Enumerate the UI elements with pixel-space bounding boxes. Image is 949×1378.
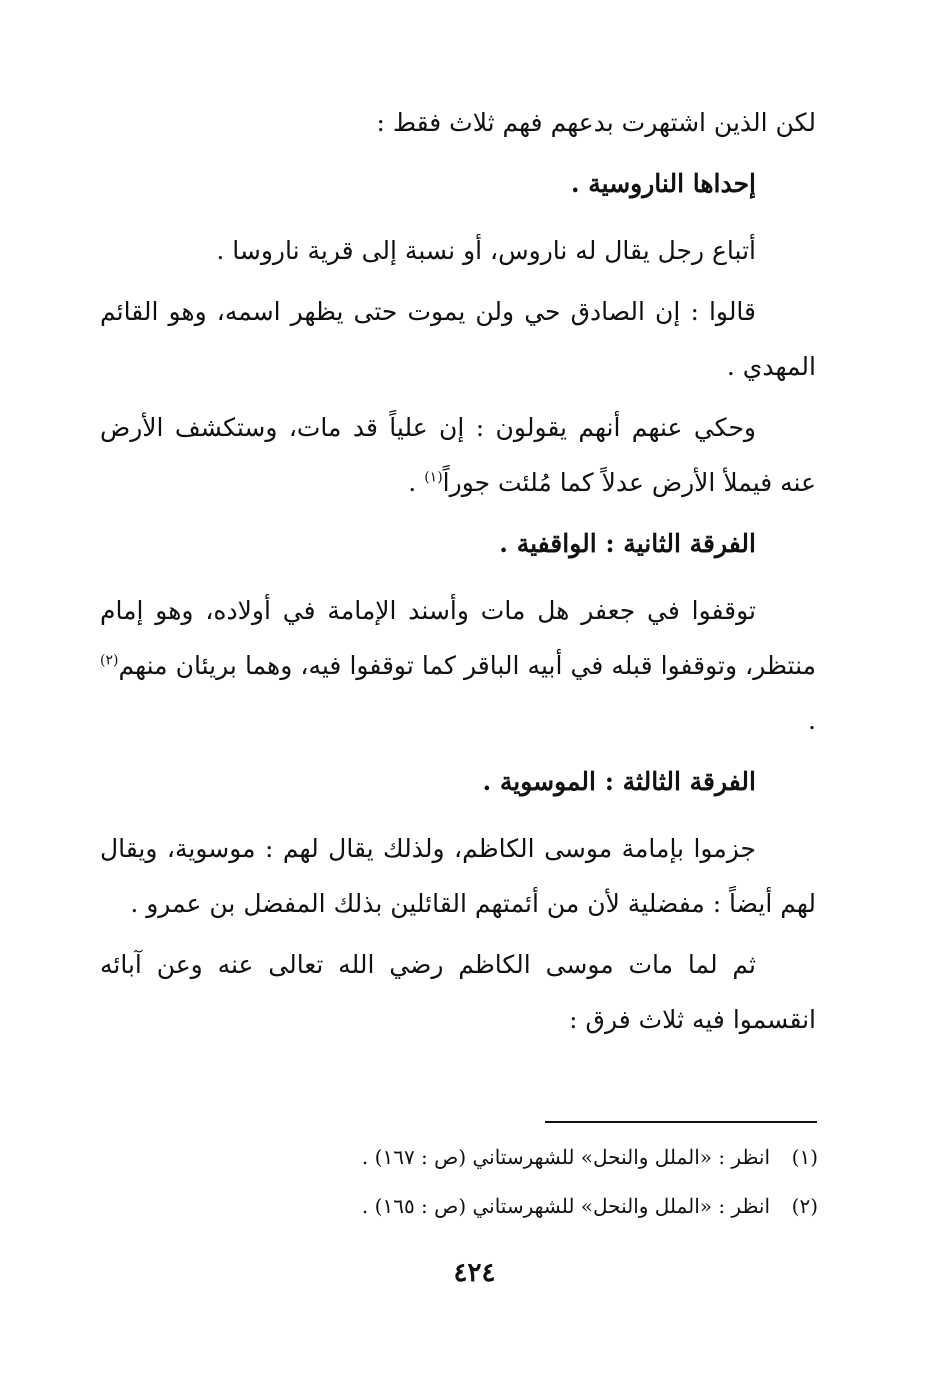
footnote-number: (١) <box>791 1145 818 1169</box>
heading-second-sect: الفرقة الثانية : الواقفية . <box>499 529 756 558</box>
paragraph-end-mark: . <box>408 468 425 497</box>
footnote-text: انظر : «الملل والنحل» للشهرستاني (ص : ١٦٥) . <box>361 1194 770 1218</box>
paragraph-end-mark: . <box>808 706 816 735</box>
paragraph-intro: لكن الذين اشتهرت بدعهم فهم ثلاث فقط : <box>376 108 816 137</box>
paragraph-waqifiya-text: توقفوا في جعفر هل مات وأسند الإمامة في أولاده، وهو إمام منتظر، وتوقفوا قبله في أبيه الباقر كما توقفوا فيه، وهما بريئان منهم <box>100 596 816 680</box>
footnote-ref-1: (١) <box>424 469 443 486</box>
main-text <box>100 95 816 1053</box>
paragraph-narusiya-origin: أتباع رجل يقال له ناروس، أو نسبة إلى قرية ناروسا . <box>216 236 756 265</box>
paragraph-narusiya-claim: قالوا : إن الصادق حي ولن يموت حتى يظهر اسمه، وهو القائم المهدي . <box>100 297 816 381</box>
footnote-number: (٢) <box>791 1194 818 1218</box>
footnotes <box>100 1143 818 1241</box>
footnote-ref-2: (٢) <box>100 652 119 669</box>
paragraph-narusiya-report <box>100 400 816 510</box>
footnote-item <box>100 1192 818 1220</box>
paragraph-narusiya-report-text: وحكي عنهم أنهم يقولون : إن علياً قد مات، وستكشف الأرض عنه فيملأ الأرض عدلاً كما مُلئت جوراً <box>100 413 816 497</box>
paragraph-split: ثم لما مات موسى الكاظم رضي الله تعالى عنه وعن آبائه انقسموا فيه ثلاث فرق : <box>100 950 816 1034</box>
footnote-divider <box>545 1121 817 1123</box>
page-number: ٤٢٤ <box>453 1258 496 1288</box>
heading-third-sect: الفرقة الثالثة : الموسوية . <box>482 767 756 796</box>
paragraph-musawiya: جزموا بإمامة موسى الكاظم، ولذلك يقال لهم : موسوية، ويقال لهم أيضاً : مفضلية لأن من أئمتهم القائلين بذلك المفضل بن عمرو . <box>100 834 816 918</box>
heading-first-sect: إحداها الناروسية . <box>570 169 756 198</box>
footnote-item <box>100 1143 818 1171</box>
footnote-text: انظر : «الملل والنحل» للشهرستاني (ص : ١٦٧) . <box>361 1145 770 1169</box>
paragraph-waqifiya <box>100 583 816 748</box>
